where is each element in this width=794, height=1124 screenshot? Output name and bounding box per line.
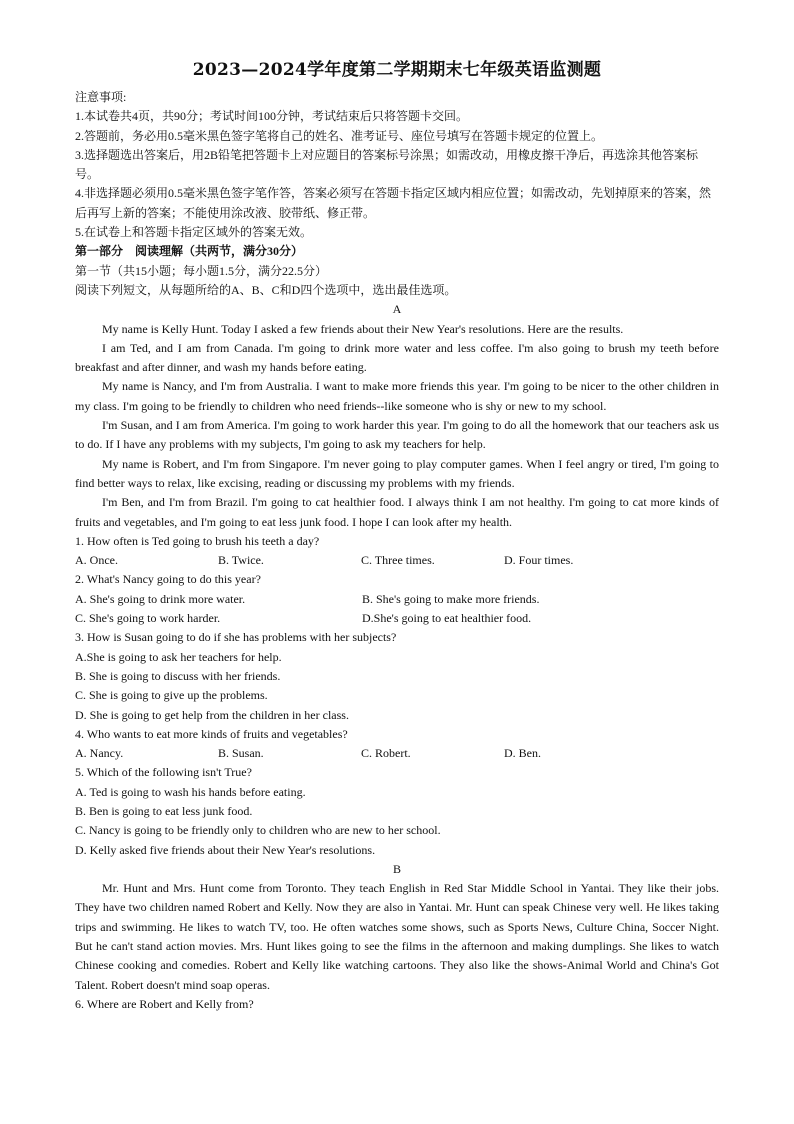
option-a: A. Nancy. [75,746,124,761]
question-4-stem: 4. Who wants to eat more kinds of fruits and vegetables? [75,726,348,741]
notice-item-3: 3.选择题选出答案后，用2B铅笔把答题卡上对应题目的答案标号涂黑；如需改动，用橡皮擦干净后，再选涂其他答案标号。 [75,147,699,182]
option-c: C. She's going to work harder. [75,611,221,626]
question-6-stem: 6. Where are Robert and Kelly from? [75,996,254,1011]
question-1-options [75,551,719,570]
passage-a-paragraph: I'm Susan, and I am from America. I'm going to work harder this year. I'm going to do all the homework that our teachers ask us to do. If I have any problems with my subjects, I'm going to ask my teachers for help. [75,418,719,452]
passage-b-paragraph: Mr. Hunt and Mrs. Hunt come from Toronto. They teach English in Red Star Middle School in Yantai. They like their jobs. They have two children named Robert and Kelly. Now they are also in Yantai. Mr. Hunt can speak Chinese very well. He likes taking trips and swimming. He likes to watch TV, too. He often watches some shows, such as Sports News, Culture China, Soccer Night. But he can't stand action movies. Mrs. Hunt likes going to see the films in the afternoon and making dumplings. She likes to watch Chinese cooking and comedies. Robert and Kelly like watching cartoons. They also like the shows-Animal World and China's Got Talent. Robert doesn't mind soap operas. [75,881,719,992]
question-2-stem: 2. What's Nancy going to do this year? [75,572,261,587]
question-2-options-row-1 [75,590,719,609]
notice-item-5: 5.在试卷上和答题卡指定区域外的答案无效。 [75,225,313,240]
option-b: B. Susan. [218,746,264,761]
option-b: B. She's going to make more friends. [362,591,540,606]
option-d: D. She is going to get help from the children in her class. [75,707,349,722]
option-d: D. Kelly asked five friends about their New Year's resolutions. [75,842,376,857]
option-c: C. She is going to give up the problems. [75,688,268,703]
reading-instruction: 阅读下列短文，从每题所给的A、B、C和D四个选项中，选出最佳选项。 [75,282,457,297]
passage-b-label: B [392,861,401,876]
notice-heading: 注意事项: [75,90,127,104]
passage-a-paragraph: My name is Robert, and I'm from Singapore. I'm never going to play computer games. When I feel angry or tired, I'm going to find better ways to relax, like excising, reading or discussing my problems with my friends. [75,456,719,490]
option-a: A. She's going to drink more water. [75,591,246,606]
notice-item-4: 4.非选择题必须用0.5毫米黑色签字笔作答，答案必须写在答题卡指定区域内相应位置；如需改动，先划掉原来的答案，然后再写上新的答案；不能使用涂改液、胶带纸、修正带。 [75,186,712,220]
passage-a-paragraph: I am Ted, and I am from Canada. I'm going to drink more water and less coffee. I'm also going to brush my teeth before breakfast and after dinner, and wash my hands before eating. [75,340,719,375]
option-d: D. Ben. [504,746,541,761]
exam-title: 2023—2024学年度第二学期期末七年级英语监测题 [192,60,602,80]
part1-heading: 第一部分 阅读理解（共两节，满分30分） [75,244,304,259]
passage-a-paragraph: My name is Kelly Hunt. Today I asked a few friends about their New Year's resolutions. Here are the results. [102,321,624,336]
option-b: B. Twice. [218,553,264,568]
notice-item-2: 2.答题前，务必用0.5毫米黑色签字笔将自己的姓名、准考证号、座位号填写在答题卡规定的位置上。 [75,128,604,143]
option-a: A.She is going to ask her teachers for help. [75,649,282,664]
option-d: D. Four times. [504,553,574,568]
question-1-stem: 1. How often is Ted going to brush his teeth a day? [75,533,320,548]
passage-a-paragraph: I'm Ben, and I'm from Brazil. I'm going to cat healthier food. I always think I am not healthy. I'm going to cat more kinds of fruits and vegetables, and I'm going to eat less junk food. I hope I can look after my health. [75,495,719,529]
option-a: A. Once. [75,553,118,568]
question-2-options-row-2 [75,609,719,628]
notice-item-1: 1.本试卷共4页，共90分；考试时间100分钟，考试结束后只将答题卡交回。 [75,109,469,124]
exam-content [75,88,719,1014]
option-a: A. Ted is going to wash his hands before eating. [75,784,306,799]
option-c: C. Robert. [361,746,411,761]
option-b: B. She is going to discuss with her friends. [75,668,281,683]
option-c: C. Nancy is going to be friendly only to children who are new to her school. [75,823,441,838]
passage-a-paragraph: My name is Nancy, and I'm from Australia. I want to make more friends this year. I'm going to be nicer to the other children in my class. I'm going to be friendly to children who need friends--like someone who is shy or new to my school. [75,379,719,413]
option-d: D.She's going to eat healthier food. [362,611,532,626]
section1-heading: 第一节（共15小题；每小题1.5分，满分22.5分） [75,263,328,278]
passage-a-label: A [392,302,402,317]
question-3-stem: 3. How is Susan going to do if she has problems with her subjects? [75,630,397,645]
question-5-stem: 5. Which of the following isn't True? [75,765,252,780]
option-b: B. Ben is going to eat less junk food. [75,803,253,818]
option-c: C. Three times. [361,553,435,568]
question-4-options [75,744,719,763]
